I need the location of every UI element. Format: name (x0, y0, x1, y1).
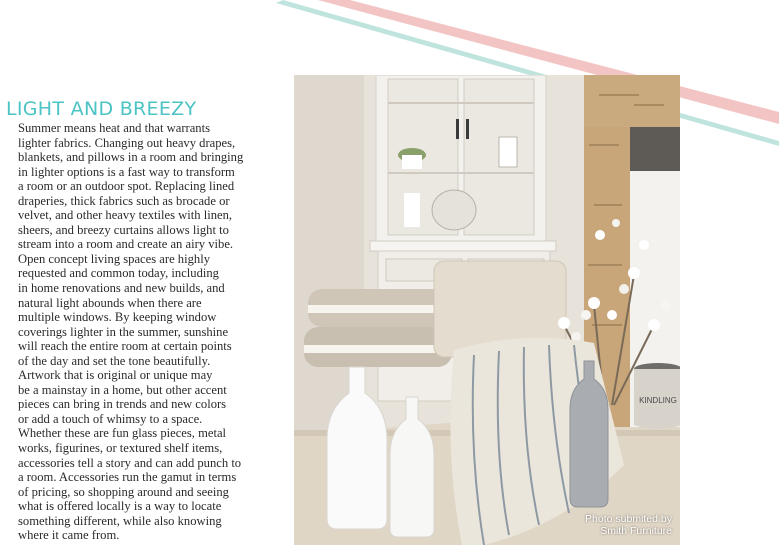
paragraph (6, 252, 267, 368)
text-line: something different, while also knowing (18, 513, 222, 528)
text-line: of the day and set the tone beautifully. (18, 353, 211, 368)
credit-line: Smith Furniture (600, 525, 672, 537)
stacked-pillows (304, 289, 452, 367)
text-line: Summer means heat and that warrants (18, 121, 210, 135)
text-line: requested and common today, including (18, 266, 219, 281)
text-line: Whether these are fun glass pieces, metal (18, 426, 227, 441)
photo-credit (585, 513, 672, 537)
paragraph (6, 121, 267, 252)
credit-line: Photo submited by (585, 513, 672, 525)
text-line: or add a touch of whimsy to a space. (18, 411, 203, 426)
text-line: where it came from. (18, 528, 120, 543)
text-line: velvet, and other heavy textiles with linen, (18, 208, 233, 223)
text-line: pieces can bring in trends and new colors (18, 397, 227, 412)
text-line: what is offered locally is a way to locate (18, 499, 222, 514)
section-heading: LIGHT AND BREEZY (6, 98, 197, 120)
text-line: a room. Accessories run the gamut in terms (18, 470, 237, 485)
text-line: in lighter options is a fast way to transform (18, 164, 235, 179)
text-line: lighter fabrics. Changing out heavy drapes, (18, 135, 236, 150)
bin-label: KINDLING (639, 396, 677, 405)
room-scene-illustration (294, 75, 680, 545)
text-line: natural light abounds when there are (18, 295, 202, 310)
text-line: blankets, and pillows in a room and bringing (18, 150, 244, 165)
text-line: accessories tell a story and can add punch to (18, 455, 242, 470)
text-line: coverings lighter in the summer, sunshine (18, 324, 229, 339)
text-line: multiple windows. By keeping window (18, 310, 217, 325)
room-photo (294, 75, 680, 545)
paragraph (6, 368, 267, 543)
text-line: a room or an outdoor spot. Replacing lined (18, 179, 235, 194)
text-line: will reach the entire room at certain points (18, 339, 232, 354)
text-line: of pricing, so shopping around and seeing (18, 484, 229, 499)
text-line: sheers, and breezy curtains allows light to (18, 222, 229, 237)
text-line: stream into a room and create an airy vibe. (18, 237, 234, 252)
text-line: draperies, thick fabrics such as brocade or (18, 193, 230, 208)
text-line: works, figurines, or textured shelf items, (18, 441, 223, 456)
kindling-bin (634, 363, 680, 429)
text-line: Open concept living spaces are highly (18, 251, 210, 266)
text-line: in home renovations and new builds, and (18, 281, 225, 296)
text-line: Artwork that is original or unique may (18, 368, 213, 383)
article-body (6, 121, 267, 543)
text-line: be a mainstay in a home, but other accent (18, 382, 227, 397)
